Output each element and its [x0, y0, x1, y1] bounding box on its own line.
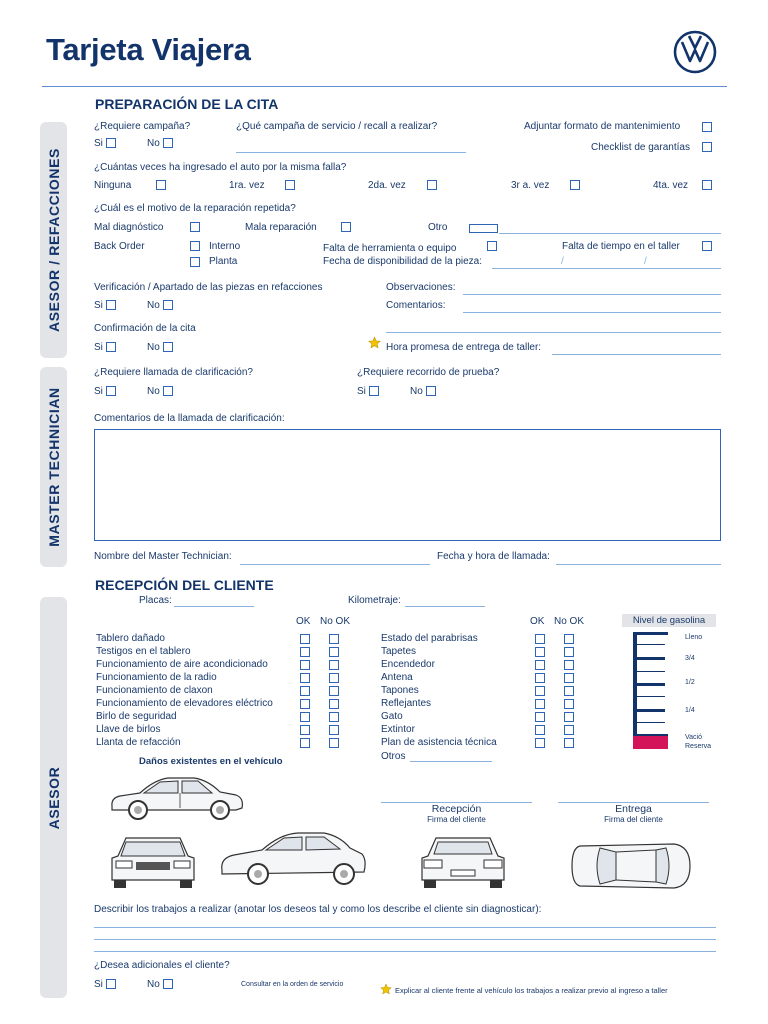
checkbox-ok[interactable] — [535, 725, 545, 735]
label-no: No — [410, 386, 423, 397]
otro-field[interactable] — [499, 233, 721, 234]
checkbox-ok[interactable] — [535, 712, 545, 722]
checkbox-checklist[interactable] — [702, 142, 712, 152]
checkbox-campana-si[interactable] — [106, 138, 116, 148]
side-tab-label: MASTER TECHNICIAN — [45, 387, 62, 547]
observ-field[interactable] — [463, 294, 721, 295]
right-item-label: Antena — [381, 672, 413, 683]
checkbox-nook[interactable] — [564, 647, 574, 657]
describir-line[interactable] — [94, 927, 716, 928]
checkbox-nook[interactable] — [564, 634, 574, 644]
observ-label: Observaciones: — [386, 282, 456, 293]
checkbox-ok[interactable] — [300, 725, 310, 735]
side-tab-label: ASESOR — [45, 766, 62, 829]
section-heading-preparacion: PREPARACIÓN DE LA CITA — [95, 96, 279, 112]
label-si: Si — [94, 979, 103, 990]
checkbox-nook[interactable] — [564, 738, 574, 748]
explicar-note: Explicar al cliente frente al vehículo los trabajos a realizar previo al ingreso a taller — [395, 986, 668, 995]
header-rule — [42, 86, 727, 87]
checkbox-nook[interactable] — [564, 673, 574, 683]
entrega-label: Entrega — [615, 803, 652, 815]
nook-header: No OK — [320, 616, 351, 627]
label-si: Si — [94, 342, 103, 353]
q-adicionales: ¿Desea adicionales el cliente? — [94, 960, 230, 971]
checkbox-mala-rep[interactable] — [341, 222, 351, 232]
veces-3ra: 3r a. vez — [511, 180, 550, 191]
right-item-label: Tapones — [381, 685, 419, 696]
firma-cliente-label: Firma del cliente — [604, 815, 663, 824]
checkbox-nook[interactable] — [564, 699, 574, 709]
placas-field[interactable] — [174, 606, 254, 607]
veces-ninguna: Ninguna — [94, 180, 132, 191]
left-item-label: Funcionamiento de claxon — [96, 685, 213, 696]
left-item-label: Funcionamiento de la radio — [96, 672, 217, 683]
mal-diag-label: Mal diagnóstico — [94, 222, 164, 233]
checkbox-ok[interactable] — [535, 673, 545, 683]
gas-label: 3/4 — [685, 655, 695, 662]
coment-field[interactable] — [463, 312, 721, 313]
coment-llamada-label: Comentarios de la llamada de clarificación: — [94, 413, 285, 424]
checkbox-nook[interactable] — [329, 660, 339, 670]
section-heading-recepcion: RECEPCIÓN DEL CLIENTE — [95, 577, 274, 593]
consultar-note: Consultar en la orden de servicio — [241, 981, 344, 988]
checkbox-ok[interactable] — [535, 699, 545, 709]
checkbox-adicionales-no[interactable] — [163, 979, 173, 989]
left-item-label: Llave de birlos — [96, 724, 161, 735]
right-item-label: Tapetes — [381, 646, 417, 657]
left-item-label: Funcionamiento de aire acondicionado — [96, 659, 268, 670]
checkbox-nook[interactable] — [329, 738, 339, 748]
car-side-view-icon — [108, 772, 246, 825]
label-no: No — [147, 300, 160, 311]
checkbox-ok[interactable] — [535, 660, 545, 670]
checkbox-nook[interactable] — [564, 712, 574, 722]
car-front-view-icon — [108, 834, 198, 895]
q-motivo: ¿Cuál es el motivo de la reparación repetida? — [94, 203, 296, 214]
falta-tiempo-label: Falta de tiempo en el taller — [562, 241, 680, 252]
q-recorrido: ¿Requiere recorrido de prueba? — [357, 367, 500, 378]
checkbox-nook[interactable] — [329, 673, 339, 683]
fecha-disp-label: Fecha de disponibilidad de la pieza: — [323, 256, 482, 267]
gas-label: 1/4 — [685, 707, 695, 714]
label-si: Si — [94, 386, 103, 397]
checkbox-falta-tiempo[interactable] — [702, 241, 712, 251]
right-item-label: Extintor — [381, 724, 415, 735]
left-item-label: Funcionamiento de elevadores eléctrico — [96, 698, 273, 709]
checkbox-campana-no[interactable] — [163, 138, 173, 148]
otro-label: Otro — [428, 222, 448, 233]
checkbox-ok[interactable] — [535, 634, 545, 644]
checkbox-llamada-no[interactable] — [163, 386, 173, 396]
veces-2da: 2da. vez — [368, 180, 406, 191]
label-no: No — [147, 138, 160, 149]
right-item-label: Gato — [381, 711, 403, 722]
checkbox-nook[interactable] — [564, 686, 574, 696]
label-si: Si — [357, 386, 366, 397]
date-slash: / — [561, 256, 564, 267]
checkbox-recorrido-no[interactable] — [426, 386, 436, 396]
checkbox-otro[interactable] — [469, 224, 498, 233]
checkbox-1ra[interactable] — [285, 180, 295, 190]
right-item-label: Plan de asistencia técnica — [381, 737, 497, 748]
label-no: No — [147, 386, 160, 397]
gas-label: Vació — [685, 734, 702, 741]
left-item-label: Llanta de refacción — [96, 737, 181, 748]
veces-1ra: 1ra. vez — [229, 180, 265, 191]
danos-label: Daños existentes en el vehículo — [139, 756, 283, 767]
checkbox-ok[interactable] — [300, 699, 310, 709]
km-field[interactable] — [405, 606, 485, 607]
checkbox-verif-no[interactable] — [163, 300, 173, 310]
fecha-disp-field[interactable] — [492, 268, 721, 269]
coment-field-2[interactable] — [386, 332, 721, 333]
checkbox-planta[interactable] — [190, 257, 200, 267]
gas-label: 1/2 — [685, 679, 695, 686]
checkbox-verif-si[interactable] — [106, 300, 116, 310]
checkbox-recorrido-si[interactable] — [369, 386, 379, 396]
checkbox-ok[interactable] — [300, 712, 310, 722]
coment-llamada-textarea[interactable] — [94, 429, 721, 541]
q-campana: ¿Requiere campaña? — [94, 121, 191, 132]
checkbox-3ra[interactable] — [570, 180, 580, 190]
coment-label: Comentarios: — [386, 300, 446, 311]
checkbox-adicionales-si[interactable] — [106, 979, 116, 989]
star-icon — [368, 336, 381, 352]
verif-label: Verificación / Apartado de las piezas en refacciones — [94, 282, 323, 293]
checkbox-2da[interactable] — [427, 180, 437, 190]
gas-label: Lleno — [685, 634, 703, 641]
describir-line[interactable] — [94, 939, 716, 940]
campana-field[interactable] — [236, 152, 466, 153]
checkbox-llamada-si[interactable] — [106, 386, 116, 396]
km-label: Kilometraje: — [348, 595, 401, 606]
falta-herr-label: Falta de herramienta o equipo — [323, 243, 457, 254]
left-item-label: Birlo de seguridad — [96, 711, 177, 722]
checkbox-nook[interactable] — [329, 699, 339, 709]
fecha-hora-field[interactable] — [556, 564, 721, 565]
checkbox-ok[interactable] — [535, 647, 545, 657]
recepcion-label: Recepción — [431, 803, 482, 815]
hora-promesa-field[interactable] — [552, 354, 721, 355]
side-tab-label: ASESOR / REFACCIONES — [45, 148, 62, 332]
hora-promesa-label: Hora promesa de entrega de taller: — [386, 342, 542, 353]
right-item-label: Reflejantes — [381, 698, 432, 709]
mala-rep-label: Mala reparación — [245, 222, 317, 233]
ok-header: OK — [530, 616, 545, 627]
checkbox-ok[interactable] — [300, 738, 310, 748]
label-si: Si — [94, 300, 103, 311]
checkbox-nook[interactable] — [329, 647, 339, 657]
gas-label: Reserva — [685, 743, 712, 750]
checkbox-nook[interactable] — [329, 686, 339, 696]
checkbox-ok[interactable] — [300, 647, 310, 657]
confirm-label: Confirmación de la cita — [94, 323, 196, 334]
checkbox-ok[interactable] — [300, 660, 310, 670]
right-item-label: Estado del parabrisas — [381, 633, 478, 644]
placas-label: Placas: — [139, 595, 172, 606]
describir-label: Describir los trabajos a realizar (anotar los deseos tal y como los describe el cliente sin diagnosticar): — [94, 904, 542, 915]
page-title: Tarjeta Viajera — [46, 32, 251, 67]
side-tab-asesor — [40, 597, 67, 998]
planta-label: Planta — [209, 256, 238, 267]
q-llamada: ¿Requiere llamada de clarificación? — [94, 367, 253, 378]
otros-label: Otros — [381, 751, 406, 762]
date-slash: / — [644, 256, 647, 267]
label-no: No — [147, 342, 160, 353]
checkbox-ok[interactable] — [535, 686, 545, 696]
left-item-label: Testigos en el tablero — [96, 646, 191, 657]
fecha-hora-label: Fecha y hora de llamada: — [437, 551, 550, 562]
nook-header: No OK — [554, 616, 585, 627]
checkbox-4ta[interactable] — [702, 180, 712, 190]
star-icon — [380, 983, 392, 998]
checklist-label: Checklist de garantías — [591, 142, 690, 153]
checkbox-ok[interactable] — [300, 673, 310, 683]
car-rear-view-icon — [418, 834, 508, 895]
q-que-campana: ¿Qué campaña de servicio / recall a realizar? — [236, 121, 438, 132]
checkbox-adjuntar[interactable] — [702, 122, 712, 132]
nombre-label: Nombre del Master Technician: — [94, 551, 232, 562]
side-tab-master — [40, 367, 67, 567]
left-item-label: Tablero dañado — [96, 633, 165, 644]
adjuntar-label: Adjuntar formato de mantenimiento — [524, 121, 681, 132]
checkbox-ok[interactable] — [535, 738, 545, 748]
car-top-view-icon — [570, 840, 692, 895]
gas-title: Nivel de gasolina — [622, 614, 716, 627]
checkbox-ok[interactable] — [300, 686, 310, 696]
label-no: No — [147, 979, 160, 990]
checkbox-falta-herr[interactable] — [487, 241, 497, 251]
interno-label: Interno — [209, 241, 241, 252]
side-tab-asesor-refacciones — [40, 122, 67, 358]
checkbox-confirm-no[interactable] — [163, 342, 173, 352]
checkbox-nook[interactable] — [329, 725, 339, 735]
car-perspective-view-icon — [218, 828, 368, 893]
describir-line[interactable] — [94, 951, 716, 952]
checkbox-nook[interactable] — [564, 725, 574, 735]
checkbox-interno[interactable] — [190, 241, 200, 251]
firma-cliente-label: Firma del cliente — [427, 815, 486, 824]
checkbox-mal-diag[interactable] — [190, 222, 200, 232]
label-si: Si — [94, 138, 103, 149]
fuel-gauge — [630, 632, 670, 750]
checkbox-ok[interactable] — [300, 634, 310, 644]
veces-4ta: 4ta. vez — [653, 180, 689, 191]
checkbox-confirm-si[interactable] — [106, 342, 116, 352]
checkbox-nook[interactable] — [329, 634, 339, 644]
vw-logo-icon — [673, 30, 717, 74]
ok-header: OK — [296, 616, 311, 627]
q-veces: ¿Cuántas veces ha ingresado el auto por la misma falla? — [94, 162, 347, 173]
checkbox-ninguna[interactable] — [156, 180, 166, 190]
right-item-label: Encendedor — [381, 659, 435, 670]
checkbox-nook[interactable] — [329, 712, 339, 722]
nombre-field[interactable] — [240, 564, 430, 565]
checkbox-nook[interactable] — [564, 660, 574, 670]
otros-field[interactable] — [410, 761, 492, 762]
back-order-label: Back Order — [94, 241, 145, 252]
